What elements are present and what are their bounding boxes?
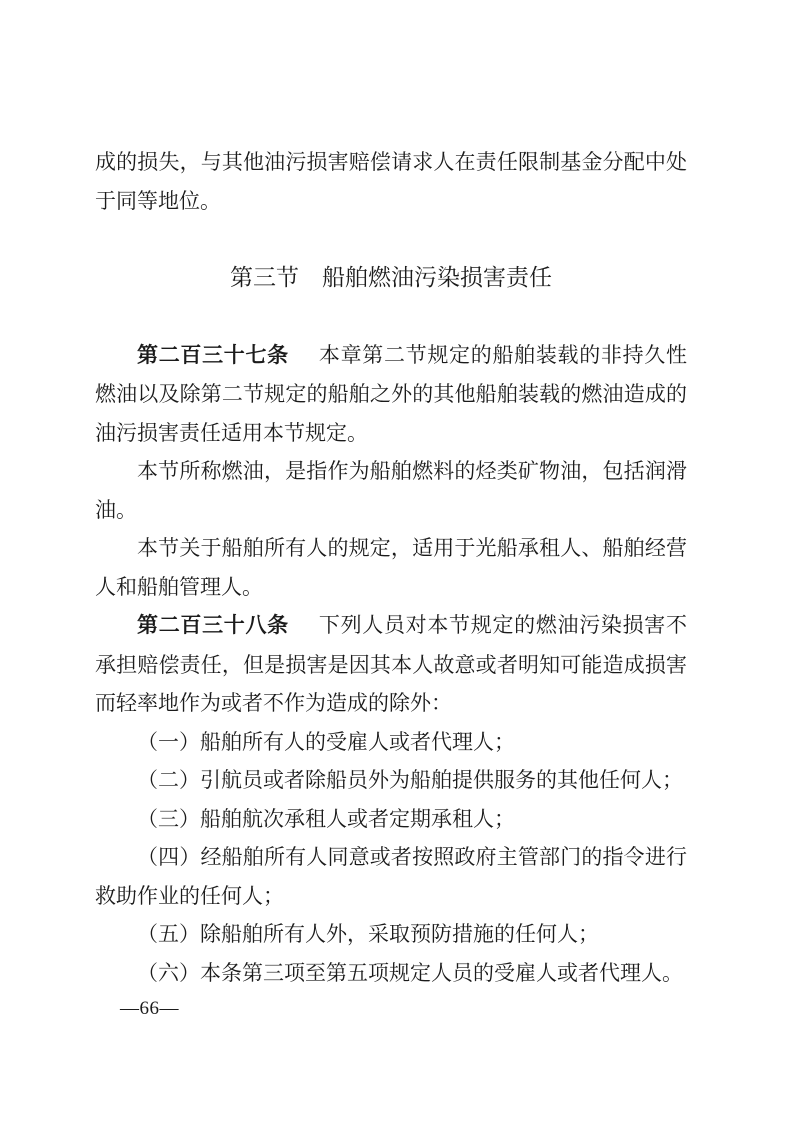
- article-238-number: 第二百三十八条: [137, 614, 289, 637]
- paragraph-shipowner-scope: 本节关于船舶所有人的规定，适用于光船承租人、船舶经营人和船舶管理人。: [95, 536, 687, 599]
- article-238-text: 下列人员对本节规定的燃油污染损害不承担赔偿责任，但是损害是因其本人故意或者明知可能造成损害而轻率地作为或者不作为造成的除外：: [95, 613, 688, 715]
- article-237: [95, 336, 687, 453]
- page-number: —66—: [120, 998, 179, 1019]
- list-item-1: （一）船舶所有人的受雇人或者代理人；: [137, 729, 515, 754]
- list-item-6: （六）本条第三项至第五项规定人员的受雇人或者代理人。: [137, 960, 683, 985]
- section-heading: 第三节 船舶燃油污染损害责任: [230, 264, 552, 290]
- document-body: [95, 143, 687, 992]
- article-237-text: 本章第二节规定的船舶装载的非持久性燃油以及除第二节规定的船舶之外的其他船舶装载的燃油造成的油污损害责任适用本节规定。: [95, 342, 688, 445]
- list-item-4: （四）经船舶所有人同意或者按照政府主管部门的指令进行救助作业的任何人；: [95, 845, 687, 908]
- list-item-5: （五）除船舶所有人外，采取预防措施的任何人；: [137, 922, 599, 946]
- article-238: [95, 606, 687, 723]
- paragraph-continuation: 成的损失，与其他油污损害赔偿请求人在责任限制基金分配中处于同等地位。: [95, 150, 687, 213]
- article-237-number: 第二百三十七条: [137, 343, 289, 367]
- list-item-2: （二）引航员或者除船员外为船舶提供服务的其他任何人；: [137, 768, 683, 792]
- paragraph-fuel-definition: 本节所称燃油，是指作为船舶燃料的烃类矿物油，包括润滑油。: [95, 459, 687, 522]
- list-item-3: （三）船舶航次承租人或者定期承租人；: [137, 806, 515, 831]
